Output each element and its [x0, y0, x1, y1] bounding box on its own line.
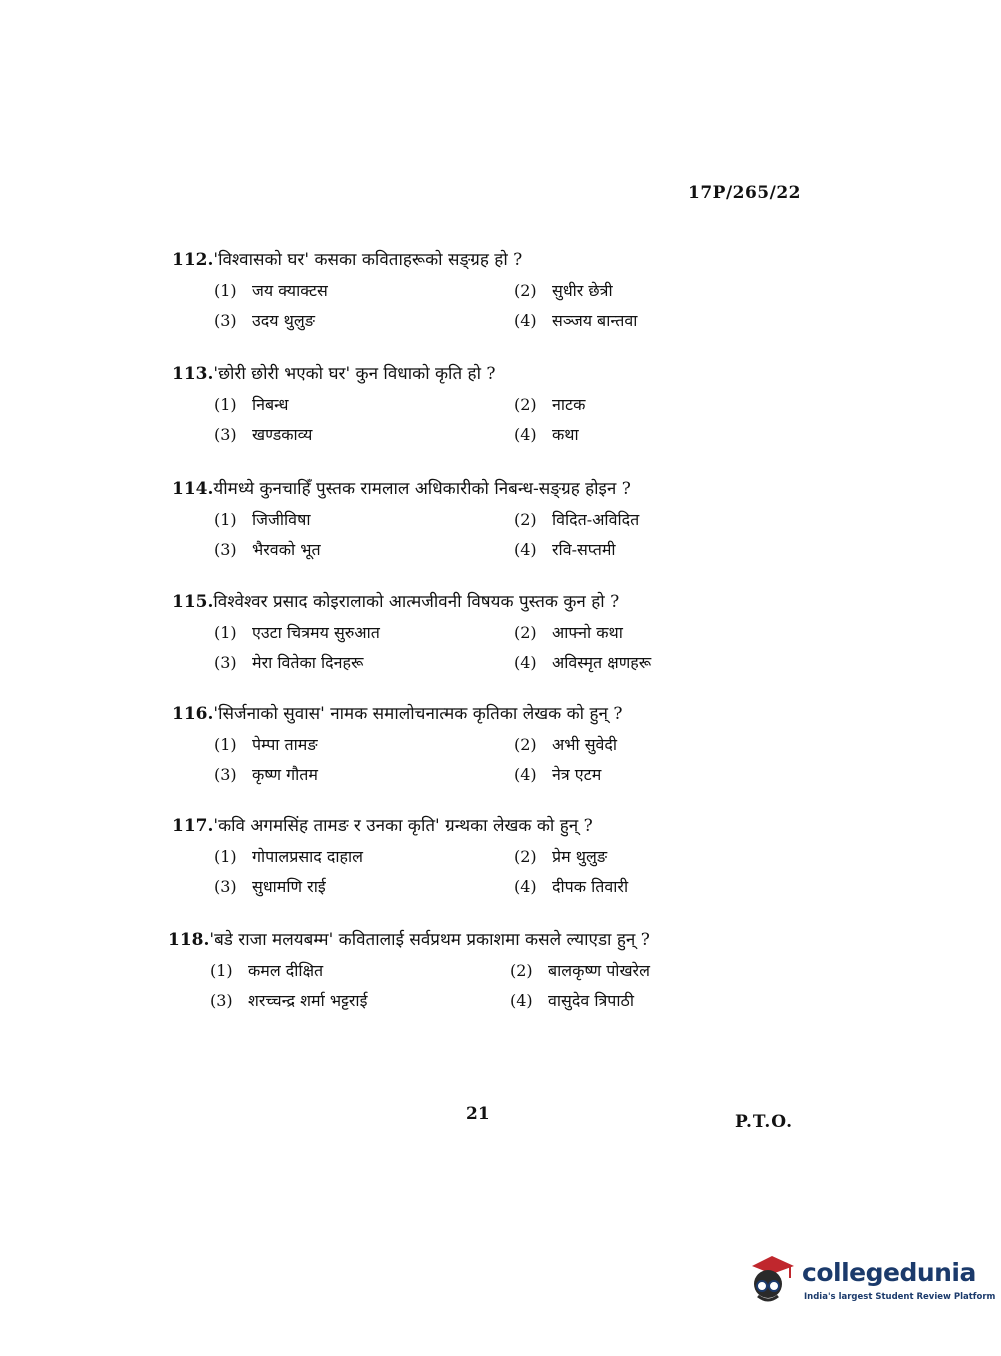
question-text: 'कवि अगमसिंह तामङ र उनका कृति' ग्रन्थका लेखक को हुन् ?	[213, 816, 593, 836]
option-number: (2)	[514, 281, 537, 300]
question-number: 114.	[172, 479, 214, 499]
option-1	[210, 956, 510, 986]
option-1	[214, 276, 514, 306]
question-text: 'बडे राजा मलयबम्म' कवितालाई सर्वप्रथम प्रकाशमा कसले ल्याएडा हुन् ?	[209, 930, 650, 950]
option-text: विदित-अविदित	[552, 510, 640, 529]
question-116	[172, 700, 732, 790]
question-stem	[172, 475, 732, 503]
option-text: एउटा चित्रमय सुरुआत	[252, 623, 380, 642]
question-114	[172, 475, 732, 565]
option-text: मेरा वितेका दिनहरू	[252, 653, 364, 672]
question-text: 'सिर्जनाको सुवास' नामक समालोचनात्मक कृतिका लेखक को हुन् ?	[213, 704, 623, 724]
option-text: अविस्मृत क्षणहरू	[552, 653, 652, 672]
option-2	[510, 956, 770, 986]
option-1	[214, 842, 514, 872]
options-grid	[210, 956, 728, 1016]
option-text: अभी सुवेदी	[552, 735, 618, 754]
question-stem	[172, 812, 732, 840]
question-stem	[172, 588, 732, 616]
option-text: सुधामणि राई	[252, 877, 326, 896]
pto-label: P.T.O.	[735, 1112, 793, 1132]
option-4	[514, 760, 774, 790]
page-number: 21	[466, 1104, 490, 1124]
question-number: 113.	[172, 364, 214, 384]
question-stem	[172, 360, 732, 388]
question-text: यीमध्ये कुनचाहिँ पुस्तक रामलाल अधिकारीको निबन्ध-सङ्ग्रह होइन ?	[213, 479, 631, 499]
option-text: बालकृष्ण पोखरेल	[548, 961, 650, 980]
option-2	[514, 276, 774, 306]
option-text: रवि-सप्तमी	[552, 540, 616, 559]
option-2	[514, 390, 774, 420]
question-text: विश्वेश्वर प्रसाद कोइरालाको आत्मजीवनी विषयक पुस्तक कुन हो ?	[213, 592, 620, 612]
options-grid	[214, 276, 732, 336]
option-4	[514, 420, 774, 450]
option-number: (4)	[514, 877, 537, 896]
paper-code: 17P/265/22	[688, 183, 802, 203]
option-1	[214, 505, 514, 535]
option-3	[214, 535, 514, 565]
question-113	[172, 360, 732, 450]
option-3	[210, 986, 510, 1016]
option-number: (1)	[214, 395, 237, 414]
option-3	[214, 760, 514, 790]
brand-tagline: India's largest Student Review Platform	[804, 1292, 996, 1302]
option-text: खण्डकाव्य	[252, 425, 313, 444]
option-text: वासुदेव त्रिपाठी	[548, 991, 634, 1010]
option-text: निबन्ध	[252, 395, 289, 414]
option-3	[214, 648, 514, 678]
option-4	[514, 306, 774, 336]
option-number: (2)	[514, 623, 537, 642]
option-2	[514, 842, 774, 872]
option-text: आफ्नो कथा	[552, 623, 623, 642]
option-number: (4)	[514, 540, 537, 559]
option-number: (4)	[514, 311, 537, 330]
option-3	[214, 872, 514, 902]
option-number: (1)	[214, 847, 237, 866]
option-text: सञ्जय बान्तवा	[552, 311, 638, 330]
options-grid	[214, 505, 732, 565]
option-number: (2)	[510, 961, 533, 980]
option-number: (4)	[514, 765, 537, 784]
option-2	[514, 618, 774, 648]
option-text: पेम्पा तामङ	[252, 735, 318, 754]
option-number: (3)	[214, 540, 237, 559]
option-number: (3)	[214, 765, 237, 784]
question-text: 'विश्वासको घर' कसका कविताहरूको सङ्ग्रह हो ?	[213, 250, 523, 270]
question-number: 116.	[172, 704, 214, 724]
option-text: जिजीविषा	[252, 510, 311, 529]
option-text: कमल दीक्षित	[248, 961, 324, 980]
option-1	[214, 390, 514, 420]
option-text: कृष्ण गौतम	[252, 765, 318, 784]
option-text: गोपालप्रसाद दाहाल	[252, 847, 364, 866]
option-2	[514, 505, 774, 535]
question-stem	[172, 246, 732, 274]
option-3	[214, 420, 514, 450]
option-number: (4)	[514, 425, 537, 444]
question-number: 117.	[172, 816, 214, 836]
option-text: कथा	[552, 425, 579, 444]
option-4	[514, 535, 774, 565]
question-117	[172, 812, 732, 902]
option-number: (3)	[214, 653, 237, 672]
option-1	[214, 618, 514, 648]
option-3	[214, 306, 514, 336]
option-number: (3)	[214, 425, 237, 444]
option-number: (3)	[214, 311, 237, 330]
question-number: 118.	[168, 930, 210, 950]
question-text: 'छोरी छोरी भएको घर' कुन विधाको कृति हो ?	[213, 364, 496, 384]
option-number: (1)	[214, 735, 237, 754]
option-text: भैरवको भूत	[252, 540, 321, 559]
options-grid	[214, 618, 732, 678]
option-number: (1)	[214, 623, 237, 642]
option-number: (2)	[514, 847, 537, 866]
question-stem	[172, 700, 732, 728]
question-stem	[168, 926, 728, 954]
option-number: (2)	[514, 510, 537, 529]
question-number: 115.	[172, 592, 214, 612]
options-grid	[214, 730, 732, 790]
option-1	[214, 730, 514, 760]
option-number: (2)	[514, 395, 537, 414]
option-text: प्रेम थुलुङ	[552, 847, 608, 866]
option-4	[510, 986, 770, 1016]
option-number: (1)	[214, 510, 237, 529]
option-4	[514, 648, 774, 678]
option-number: (1)	[214, 281, 237, 300]
option-2	[514, 730, 774, 760]
question-115	[172, 588, 732, 678]
option-text: सुधीर छेत्री	[552, 281, 613, 300]
option-number: (3)	[210, 991, 233, 1010]
option-text: जय क्याक्टस	[252, 281, 328, 300]
option-text: उदय थुलुङ	[252, 311, 315, 330]
option-number: (3)	[214, 877, 237, 896]
options-grid	[214, 390, 732, 450]
student-mascot-icon	[742, 1252, 798, 1308]
option-text: शरच्चन्द्र शर्मा भट्टराई	[248, 991, 368, 1010]
option-number: (1)	[210, 961, 233, 980]
option-4	[514, 872, 774, 902]
options-grid	[214, 842, 732, 902]
option-text: दीपक तिवारी	[552, 877, 629, 896]
option-number: (2)	[514, 735, 537, 754]
option-text: नाटक	[552, 395, 586, 414]
question-112	[172, 246, 732, 336]
option-number: (4)	[514, 653, 537, 672]
brand-name: collegedunia	[802, 1258, 976, 1287]
collegedunia-watermark	[742, 1250, 996, 1310]
option-text: नेत्र एटम	[552, 765, 602, 784]
option-number: (4)	[510, 991, 533, 1010]
question-118	[168, 926, 728, 1016]
question-number: 112.	[172, 250, 214, 270]
